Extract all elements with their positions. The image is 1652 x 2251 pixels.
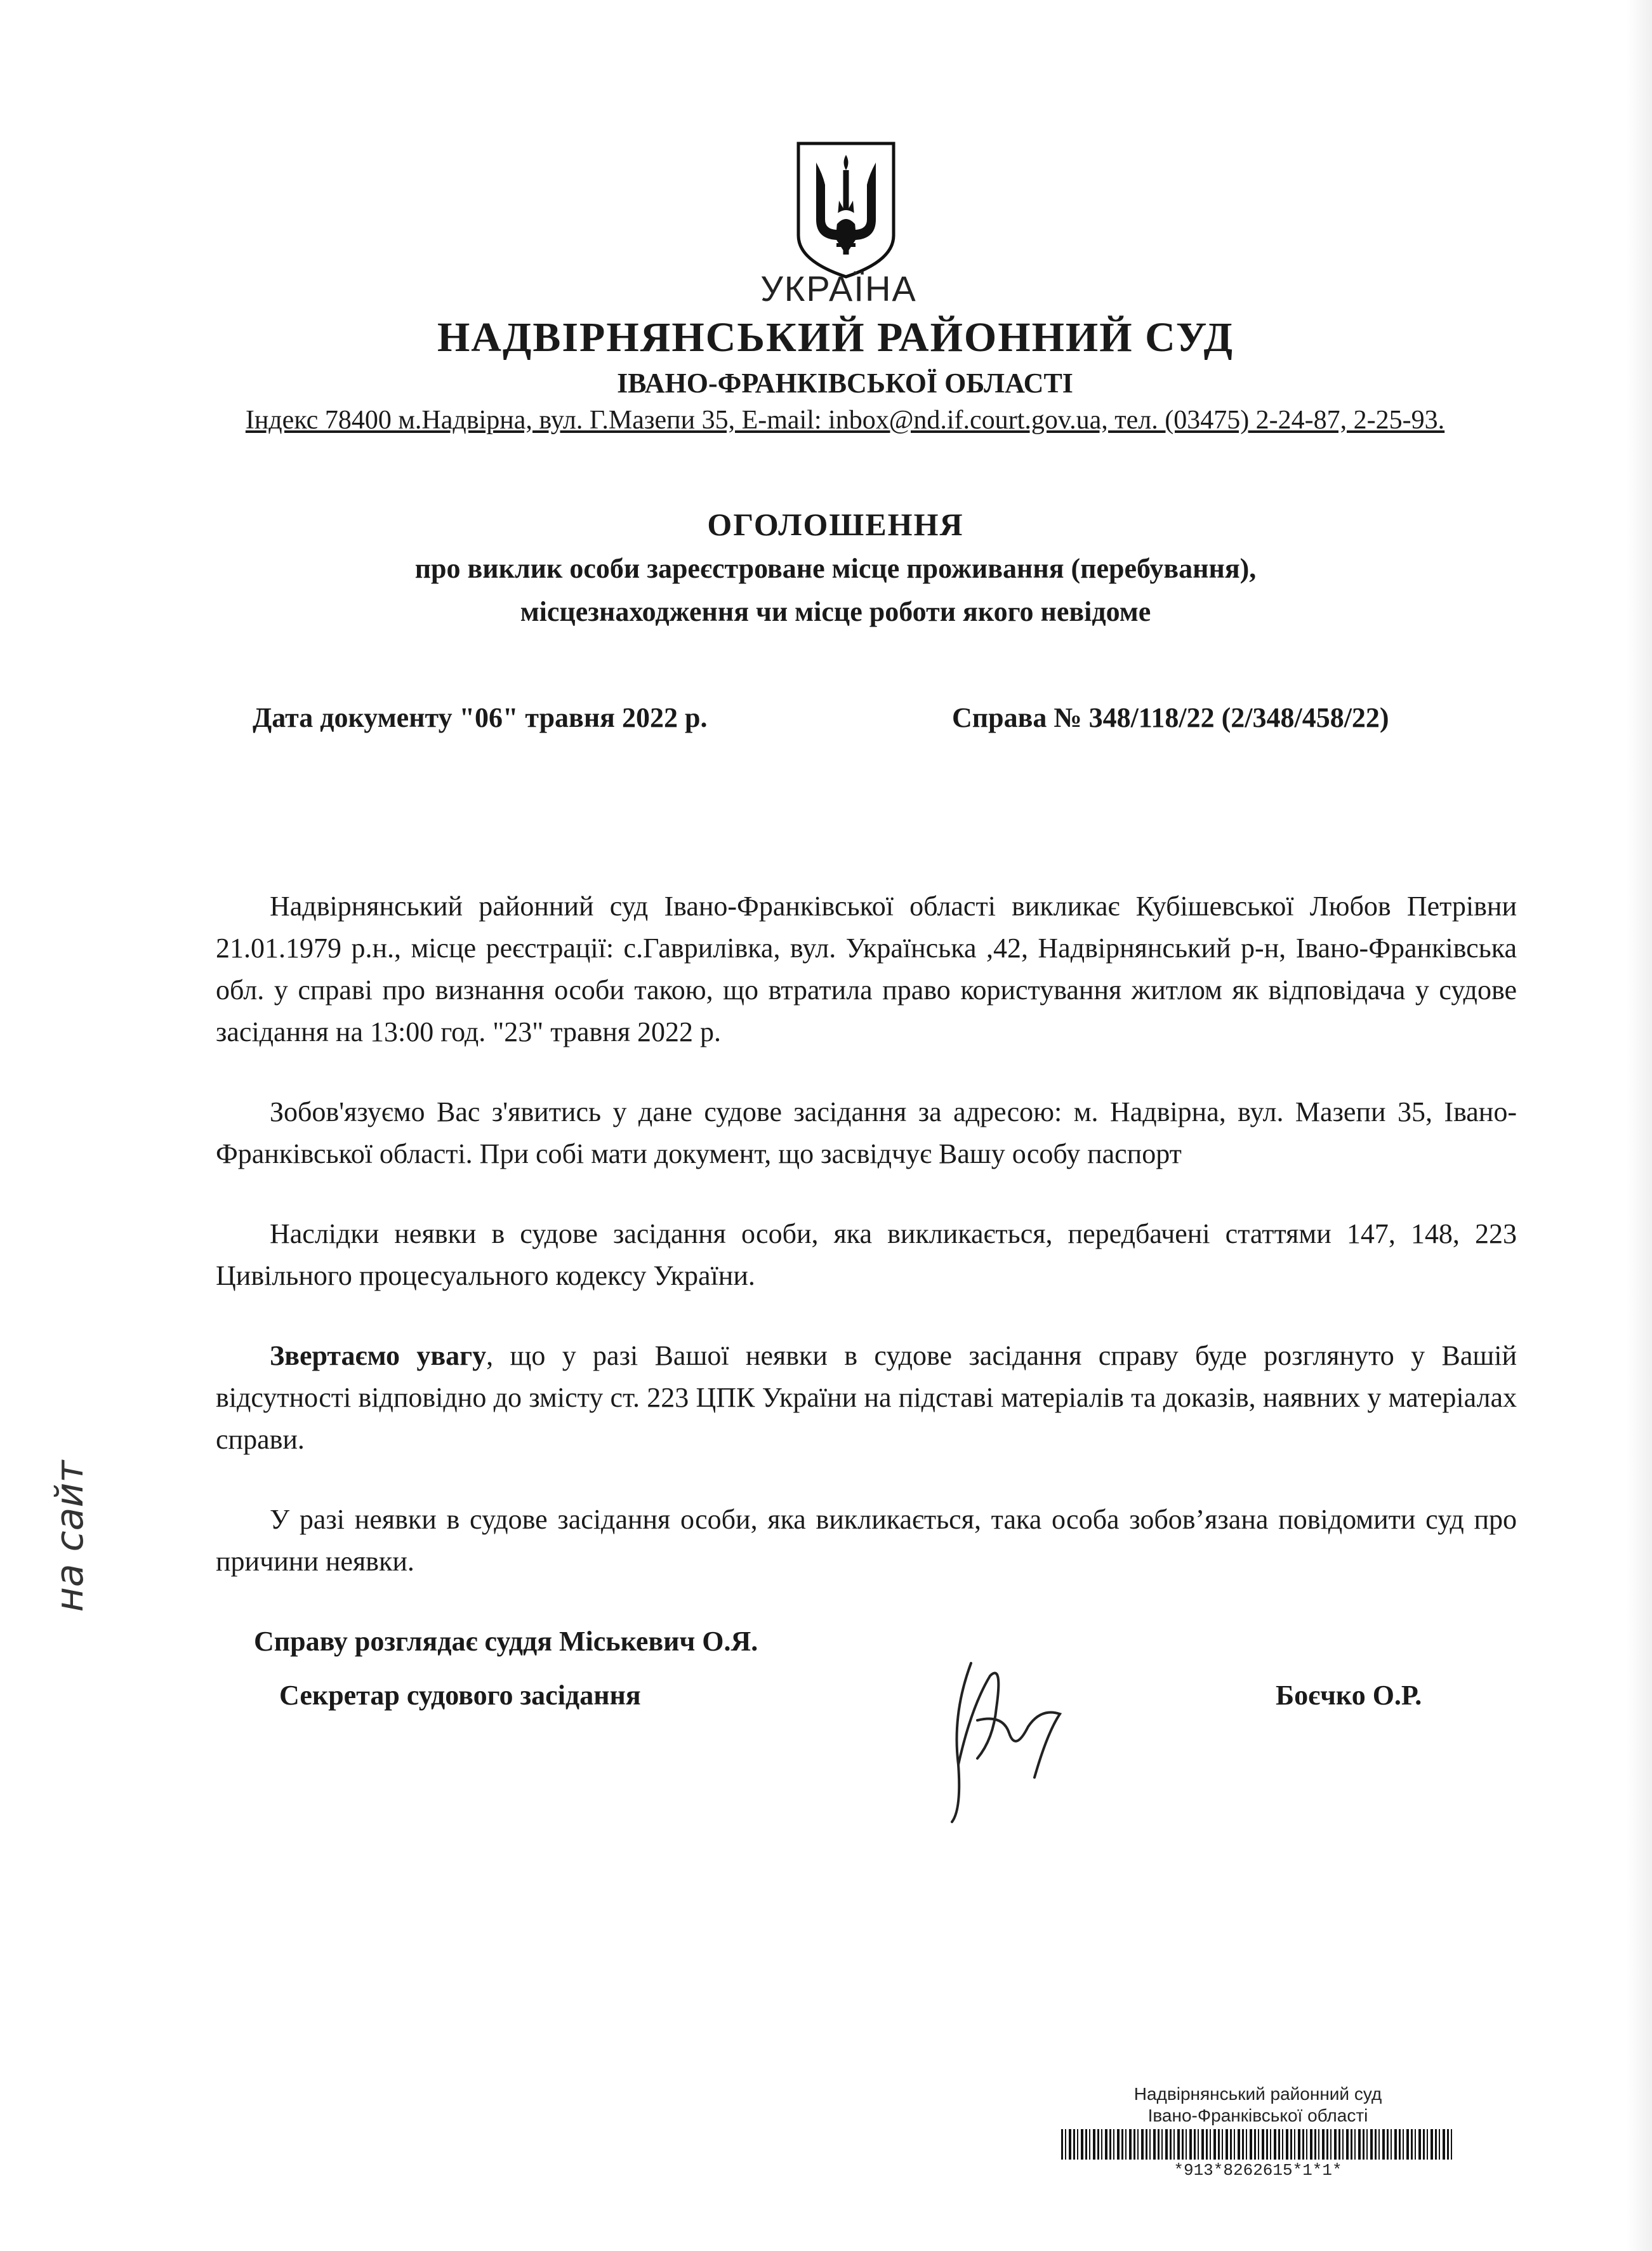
secretary-name: Боєчко О.Р. xyxy=(1276,1680,1422,1711)
stamp-court-name: Надвірнянський районний суд xyxy=(1133,2084,1382,2104)
stamp-region: Івано-Франківської області xyxy=(1147,2106,1368,2125)
notice-title: ОГОЛОШЕННЯ xyxy=(707,507,964,542)
secretary-label: Секретар судового засідання xyxy=(279,1680,641,1711)
attention-paragraph xyxy=(216,1335,1517,1461)
court-name: НАДВІРНЯНСЬКИЙ РАЙОННИЙ СУД xyxy=(437,314,1234,361)
handwritten-signature xyxy=(933,1638,1079,1828)
summons-paragraph: Надвірнянський районний суд Івано-Франківської області викликає Кубішевської Любов Петрівни 21.01.1979 р.н., місце реєстрації: с.Гаврилівка, вул. Українська ,42, Надвірнянський р-н, Івано-Франківська обл. у справі про визнання особи такою, що втратила право користування житлом як відповідача у судове засідання на 13:00 год. "23" травня 2022 р. xyxy=(216,891,1517,1047)
registration-stamp xyxy=(1061,2083,1455,2181)
court-letterhead xyxy=(0,267,1652,438)
barcode-icon xyxy=(1061,2129,1455,2160)
notice-title-block xyxy=(0,501,1652,634)
attention-text: , що у разі Вашої неявки в судове засідання справу буде розглянуто у Вашій відсутності відповідно до змісту ст. 223 ЦПК України на підставі матеріалів та доказів, наявних у матеріалах справи. xyxy=(216,1340,1517,1455)
barcode-number: *913*8262615*1*1* xyxy=(1173,2161,1342,2180)
notify-paragraph: У разі неявки в судове засідання особи, яка викликається, така особа зобов’язана повідомити суд про причини неявки. xyxy=(216,1504,1517,1577)
consequences-paragraph: Наслідки неявки в судове засідання особи, яка викликається, передбачені статтями 147, 148, 223 Цивільного процесуального кодексу України. xyxy=(216,1218,1517,1291)
document-date: Дата документу "06" травня 2022 р. xyxy=(253,702,708,733)
country-name: УКРАЇНА xyxy=(760,269,917,309)
appearance-paragraph: Зобов'язуємо Вас з'явитись у дане судове засідання за адресою: м. Надвірна, вул. Мазепи 35, Івано-Франківської області. При собі мати документ, що засвідчує Вашу особу паспорт xyxy=(216,1096,1517,1169)
attention-lead: Звертаємо увагу xyxy=(270,1340,487,1371)
notice-subtitle-line2: місцезнаходження чи місце роботи якого невідоме xyxy=(520,596,1151,627)
court-contacts: Індекс 78400 м.Надвірна, вул. Г.Мазепи 35, E-mail: inbox@nd.if.court.gov.ua, тел. (03475) 2-24-87, 2-25-93. xyxy=(245,406,1445,435)
handwritten-margin-note xyxy=(25,1416,114,1657)
ukraine-trident-emblem-icon xyxy=(792,124,900,283)
notice-body xyxy=(216,886,1517,1663)
margin-note-text: на сайт xyxy=(48,1460,92,1612)
notice-subtitle-line1: про виклик особи зареєстроване місце проживання (перебування), xyxy=(414,553,1257,584)
case-number: Справа № 348/118/22 (2/348/458/22) xyxy=(952,702,1389,733)
judge-line: Справу розглядає суддя Міськевич О.Я. xyxy=(254,1626,758,1657)
court-region: ІВАНО-ФРАНКІВСЬКОЇ ОБЛАСТІ xyxy=(617,368,1073,399)
